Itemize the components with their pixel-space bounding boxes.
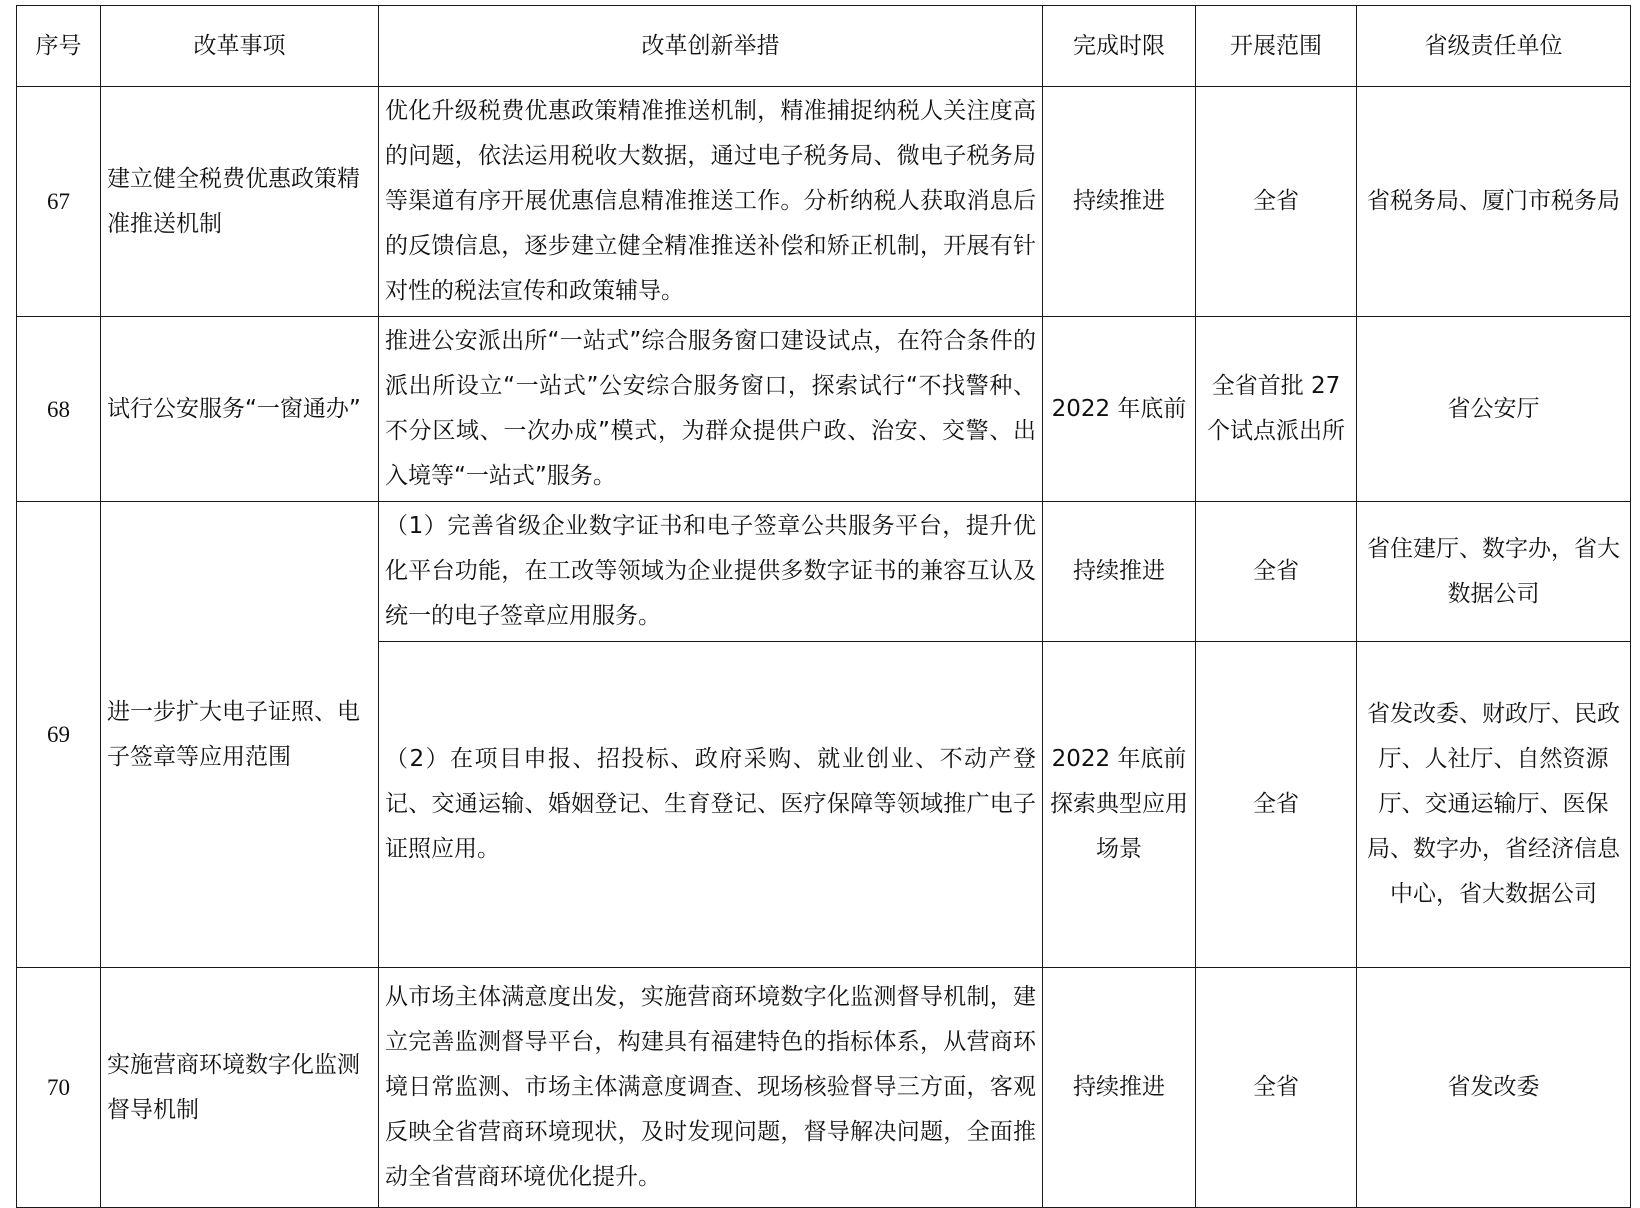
reform-measure: （2）在项目申报、招投标、政府采购、就业创业、不动产登记、交通运输、婚姻登记、生育登记、医疗保障等领域推广电子证照应用。: [379, 642, 1043, 968]
deadline: 持续推进: [1043, 968, 1196, 1208]
responsible-unit: 省税务局、厦门市税务局: [1357, 87, 1631, 317]
responsible-unit: 省住建厅、数字办，省大数据公司: [1357, 502, 1631, 642]
reform-measure: （1）完善省级企业数字证书和电子签章公共服务平台，提升优化平台功能，在工改等领域为企业提供多数字证书的兼容互认及统一的电子签章应用服务。: [379, 502, 1043, 642]
scope: 全省: [1196, 968, 1357, 1208]
header-unit: 省级责任单位: [1357, 6, 1631, 87]
header-deadline: 完成时限: [1043, 6, 1196, 87]
header-scope: 开展范围: [1196, 6, 1357, 87]
reform-item: 实施营商环境数字化监测督导机制: [101, 968, 379, 1208]
responsible-unit: 省公安厅: [1357, 317, 1631, 502]
row-number: 70: [17, 968, 101, 1208]
reform-measure: 优化升级税费优惠政策精准推送机制，精准捕捉纳税人关注度高的问题，依法运用税收大数据，通过电子税务局、微电子税务局等渠道有序开展优惠信息精准推送工作。分析纳税人获取消息后的反馈信息，逐步建立健全精准推送补偿和矫正机制，开展有针对性的税法宣传和政策辅导。: [379, 87, 1043, 317]
deadline: 持续推进: [1043, 502, 1196, 642]
scope: 全省: [1196, 87, 1357, 317]
reform-item: 进一步扩大电子证照、电子签章等应用范围: [101, 502, 379, 968]
table-row-68: [17, 317, 1631, 502]
table-row-69a: [17, 502, 1631, 642]
responsible-unit: 省发改委、财政厅、民政厅、人社厅、自然资源厅、交通运输厅、医保局、数字办，省经济信息中心，省大数据公司: [1357, 642, 1631, 968]
scope: 全省: [1196, 642, 1357, 968]
table-row-67: [17, 87, 1631, 317]
responsible-unit: 省发改委: [1357, 968, 1631, 1208]
scope: 全省首批 27 个试点派出所: [1196, 317, 1357, 502]
reform-item: 建立健全税费优惠政策精准推送机制: [101, 87, 379, 317]
row-number: 67: [17, 87, 101, 317]
header-row: [17, 6, 1631, 87]
header-no: 序号: [17, 6, 101, 87]
reform-item: 试行公安服务“一窗通办”: [101, 317, 379, 502]
table-row-70: [17, 968, 1631, 1208]
row-number: 69: [17, 502, 101, 968]
header-measure: 改革创新举措: [379, 6, 1043, 87]
scope: 全省: [1196, 502, 1357, 642]
header-item: 改革事项: [101, 6, 379, 87]
reform-measure: 推进公安派出所“一站式”综合服务窗口建设试点，在符合条件的派出所设立“一站式”公安综合服务窗口，探索试行“不找警种、不分区域、一次办成”模式，为群众提供户政、治安、交警、出入境等“一站式”服务。: [379, 317, 1043, 502]
reform-measure: 从市场主体满意度出发，实施营商环境数字化监测督导机制，建立完善监测督导平台，构建具有福建特色的指标体系，从营商环境日常监测、市场主体满意度调查、现场核验督导三方面，客观反映全省营商环境现状，及时发现问题，督导解决问题，全面推动全省营商环境优化提升。: [379, 968, 1043, 1208]
deadline: 持续推进: [1043, 87, 1196, 317]
row-number: 68: [17, 317, 101, 502]
deadline: 2022 年底前探索典型应用场景: [1043, 642, 1196, 968]
deadline: 2022 年底前: [1043, 317, 1196, 502]
reform-table: [16, 5, 1631, 1208]
